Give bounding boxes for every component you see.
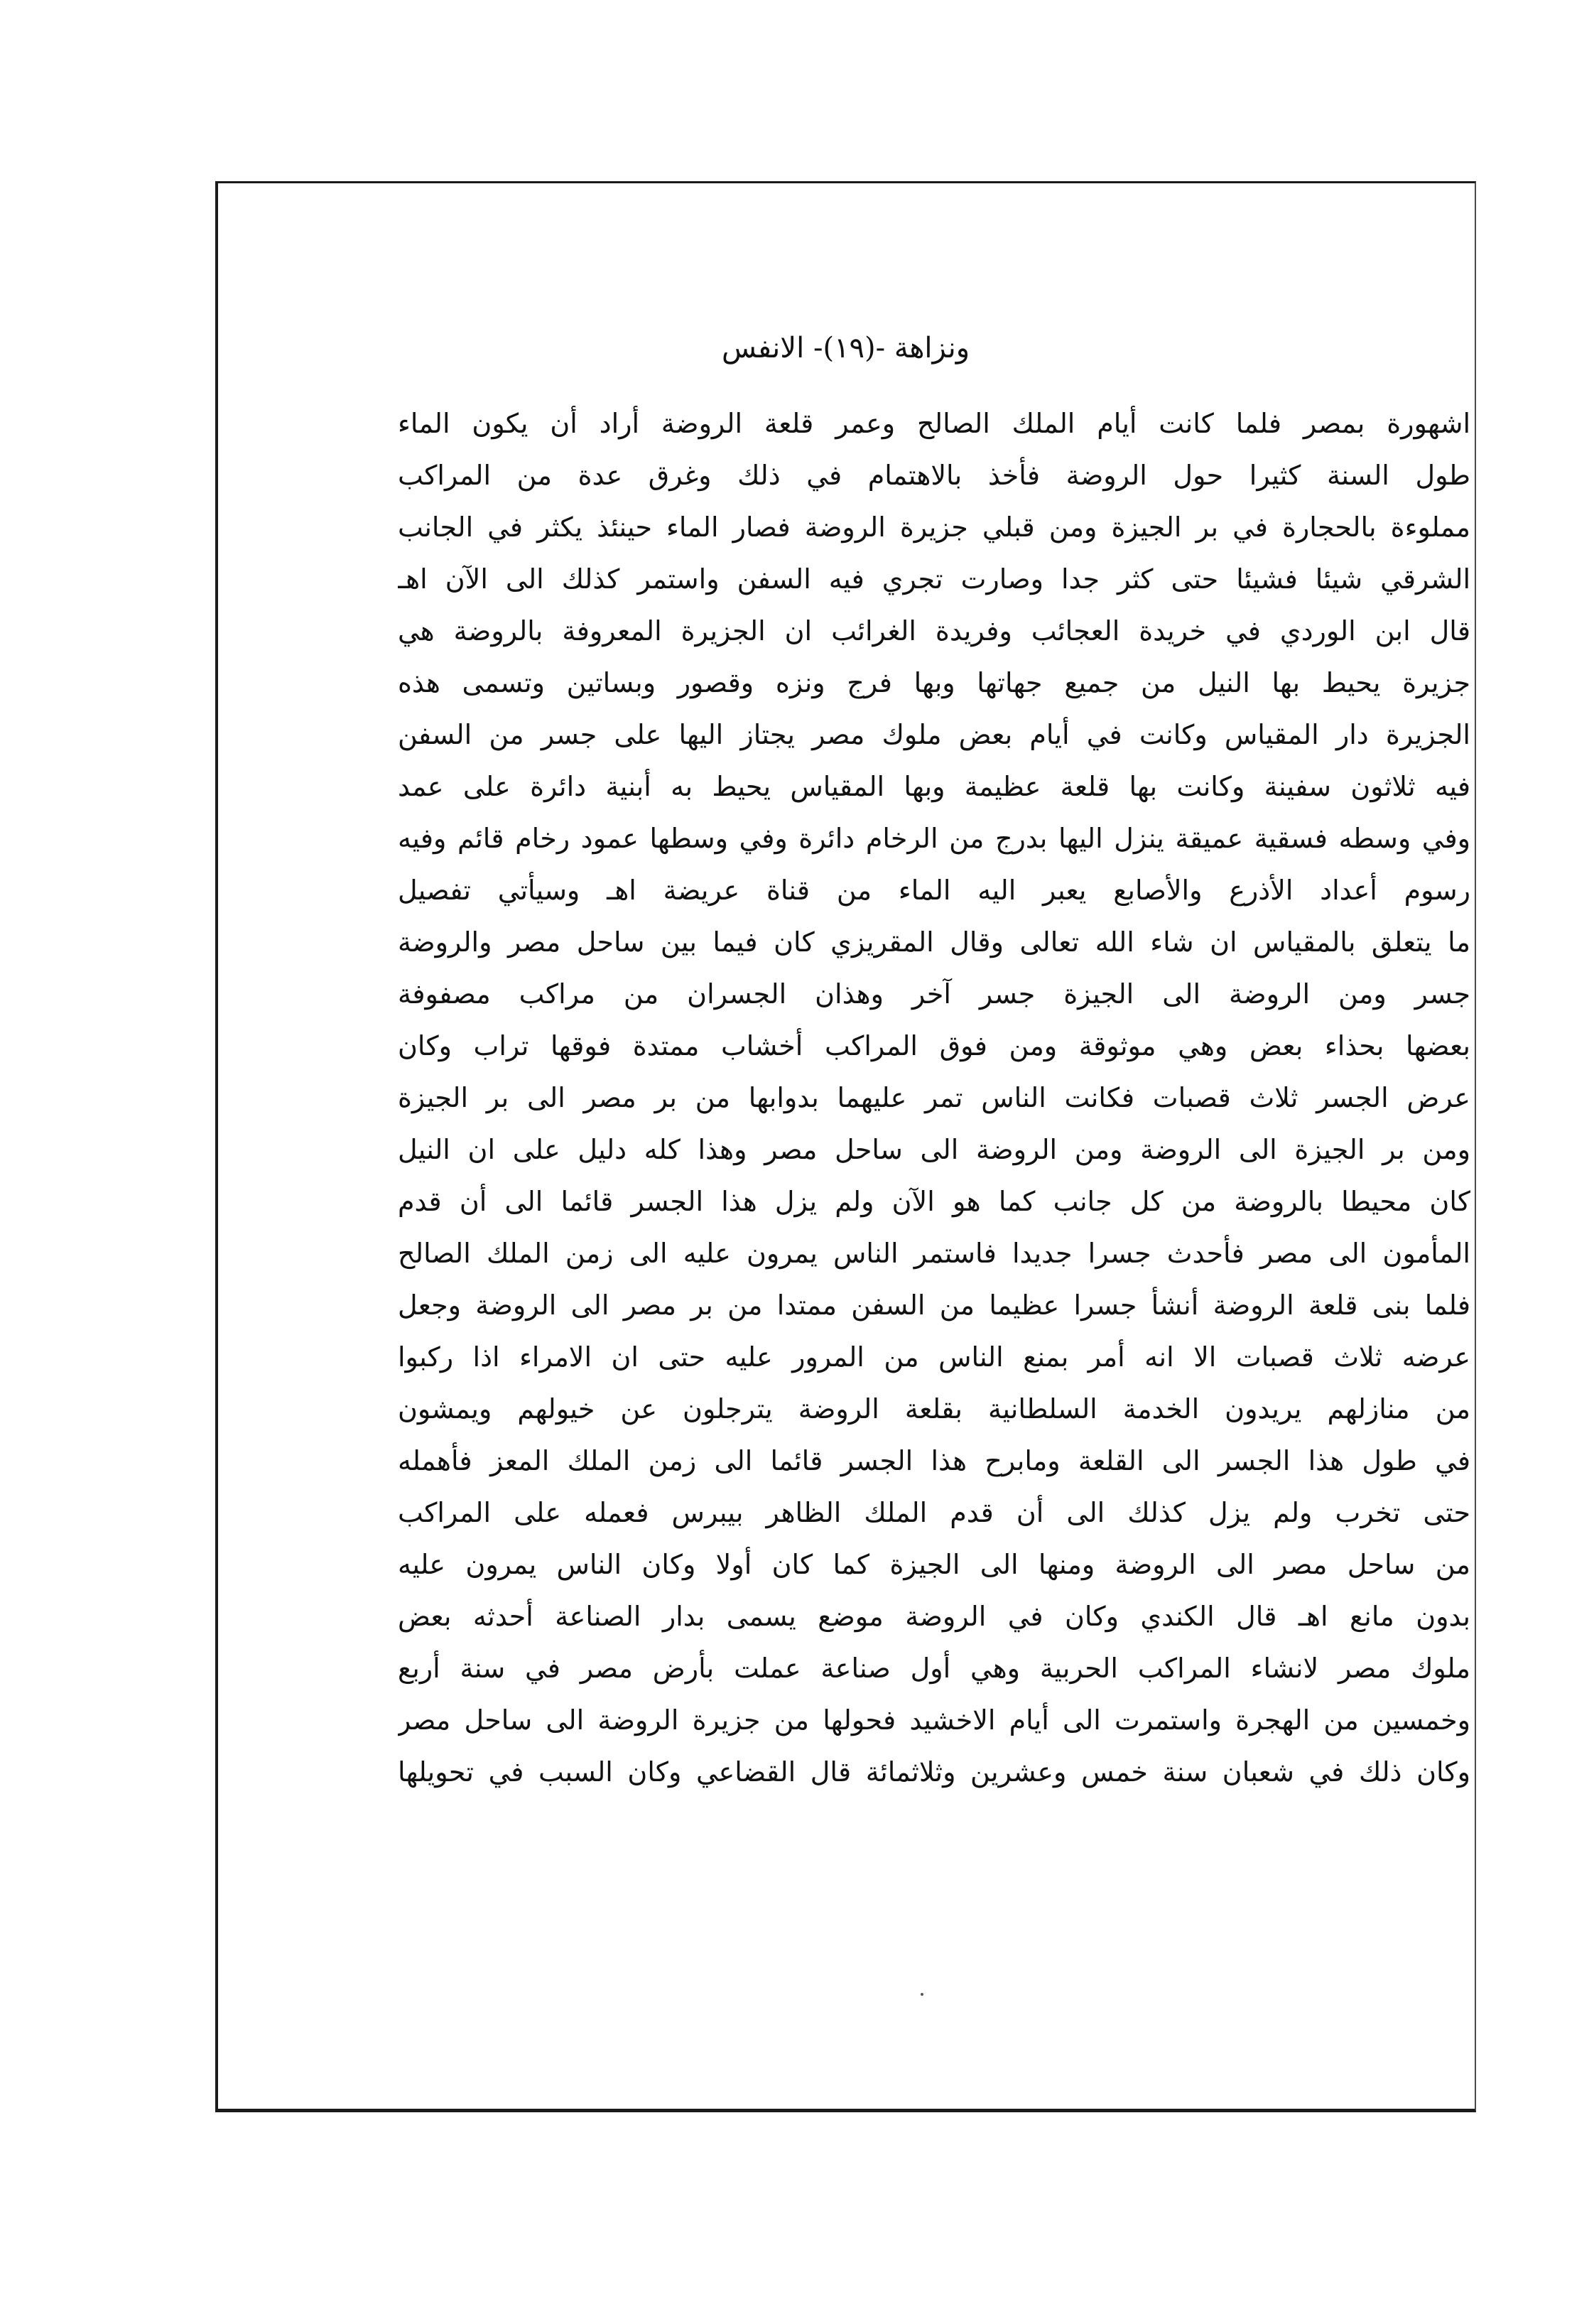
text-line: قال ابن الوردي في خريدة العجائب وفريدة الغرائب ان الجزيرة المعروفة بالروضة هي [398,615,1470,647]
text-line: كان محيطا بالروضة من كل جانب كما هو الآن ولم يزل هذا الجسر قائما الى أن قدم [398,1186,1470,1217]
text-line: في طول هذا الجسر الى القلعة ومابرح هذا الجسر قائما الى زمن الملك المعز فأهمله [398,1445,1470,1476]
text-line: بعضها بحذاء بعض وهي موثوقة ومن فوق المراكب أخشاب ممتدة فوقها تراب وكان [398,1030,1470,1061]
text-line: ومن بر الجيزة الى الروضة ومن الروضة الى ساحل مصر وهذا كله دليل على ان النيل [398,1134,1470,1165]
text-line: حتى تخرب ولم يزل كذلك الى أن قدم الملك الظاهر بيبرس فعمله على المراكب [398,1497,1470,1528]
ink-speck [921,1993,923,1996]
text-line: ملوك مصر لانشاء المراكب الحربية وهي أول صناعة عملت بأرض مصر في سنة أربع [398,1653,1470,1684]
text-line: بدون مانع اهـ قال الكندي وكان في الروضة موضع يسمى بدار الصناعة أحدثه بعض [398,1601,1470,1632]
text-line: من منازلهم يريدون الخدمة السلطانية بقلعة الروضة يترجلون عن خيولهم ويمشون [398,1393,1470,1425]
text-line: رسوم أعداد الأذرع والأصابع يعبر اليه الماء من قناة عريضة اهـ وسيأتي تفصيل [398,875,1470,906]
text-line: فيه ثلاثون سفينة وكانت بها قلعة عظيمة وبها المقياس يحيط به أبنية دائرة على عمد [398,771,1470,802]
body-text [398,398,1470,1798]
text-line: جسر ومن الروضة الى الجيزة جسر آخر وهذان الجسران من مراكب مصفوفة [398,978,1470,1010]
text-line: اشهورة بمصر فلما كانت أيام الملك الصالح وعمر قلعة الروضة أراد أن يكون الماء [398,408,1470,439]
text-line: وفي وسطه فسقية عميقة ينزل اليها بدرج من الرخام دائرة وفي وسطها عمود رخام قائم وفيه [398,823,1470,854]
text-line: عرضه ثلاث قصبات الا انه أمر بمنع الناس من المرور عليه حتى ان الامراء اذا ركبوا [398,1341,1470,1373]
text-line: جزيرة يحيط بها النيل من جميع جهاتها وبها فرج ونزه وقصور وبساتين وتسمى هذه [398,667,1470,698]
text-line: طول السنة كثيرا حول الروضة فأخذ بالاهتمام في ذلك وغرق عدة من المراكب [398,460,1470,491]
text-line: الجزيرة دار المقياس وكانت في أيام بعض ملوك مصر يجتاز اليها على جسر من السفن [398,719,1470,750]
text-line: وخمسين من الهجرة واستمرت الى أيام الاخشيد فحولها من جزيرة الروضة الى ساحل مصر [398,1704,1470,1736]
running-head: ونزاهة -(١٩)- الانفس [721,332,970,364]
text-line: فلما بنى قلعة الروضة أنشأ جسرا عظيما من السفن ممتدا من بر مصر الى الروضة وجعل [398,1290,1470,1321]
text-line: مملوءة بالحجارة في بر الجيزة ومن قبلي جزيرة الروضة فصار الماء حينئذ يكثر في الجانب [398,512,1470,543]
text-line: الشرقي شيئا فشيئا حتى كثر جدا وصارت تجري فيه السفن واستمر كذلك الى الآن اهـ [398,563,1470,595]
text-line: وكان ذلك في شعبان سنة خمس وعشرين وثلاثمائة قال القضاعي وكان السبب في تحويلها [398,1756,1470,1788]
text-line: عرض الجسر ثلاث قصبات فكانت الناس تمر عليهما بدوابها من بر مصر الى بر الجيزة [398,1082,1470,1113]
text-line: من ساحل مصر الى الروضة ومنها الى الجيزة كما كان أولا وكان الناس يمرون عليه [398,1549,1470,1580]
text-line: ما يتعلق بالمقياس ان شاء الله تعالى وقال المقريزي كان فيما بين ساحل مصر والروضة [398,926,1470,958]
text-line: المأمون الى مصر فأحدث جسرا جديدا فاستمر الناس يمرون عليه الى زمن الملك الصالح [398,1238,1470,1269]
